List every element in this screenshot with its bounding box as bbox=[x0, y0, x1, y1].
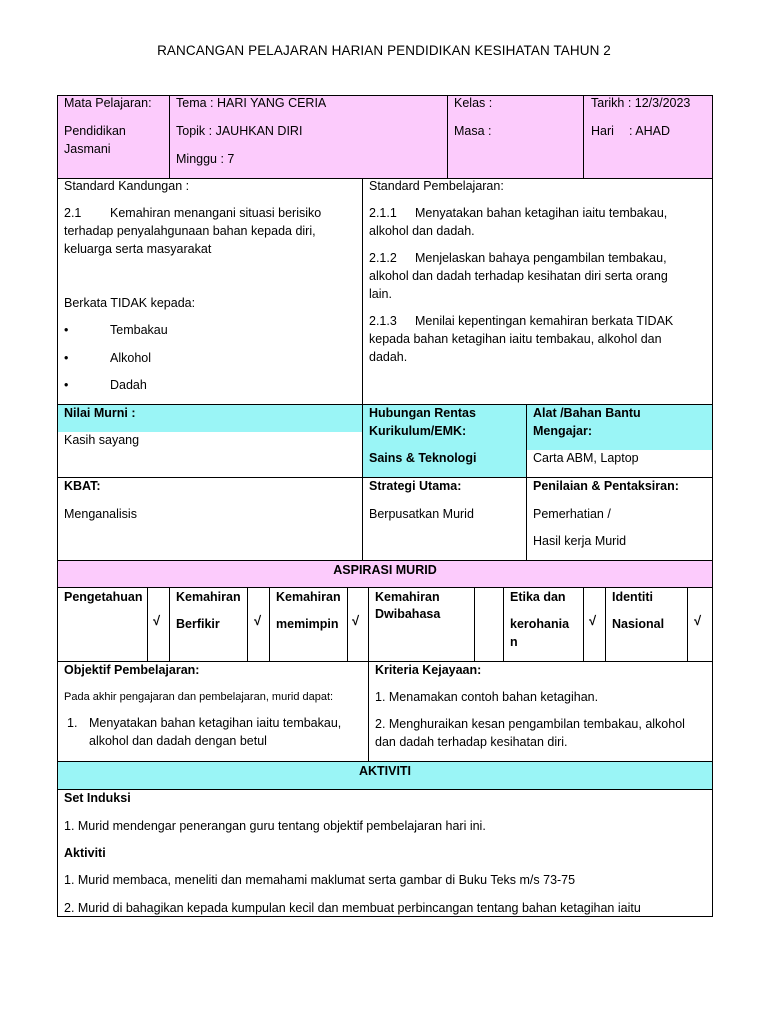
sp-number: 2.1.3 bbox=[369, 314, 397, 328]
sp-number: 2.1.1 bbox=[369, 206, 397, 220]
tarikh: Tarikh : 12/3/2023 bbox=[591, 96, 691, 110]
mata-pelajaran-value-2: Jasmani bbox=[64, 142, 111, 156]
hubungan-label-2: Kurikulum/EMK: bbox=[369, 424, 467, 438]
etika-label-3: n bbox=[510, 635, 518, 649]
list-item: Alkohol bbox=[110, 351, 151, 365]
sp-text: Menyatakan bahan ketagihan iaitu tembakau, bbox=[415, 206, 668, 220]
aktiviti-heading: AKTIVITI bbox=[358, 764, 412, 778]
sp-text: Menilai kepentingan kemahiran berkata TIDAK bbox=[415, 314, 674, 328]
sp-number: 2.1.2 bbox=[369, 251, 397, 265]
pengetahuan-label: Pengetahuan bbox=[64, 590, 143, 604]
nilai-murni-value: Kasih sayang bbox=[64, 433, 140, 447]
alat-bahan-label-2: Mengajar: bbox=[533, 424, 593, 438]
standard-pembelajaran-label: Standard Pembelajaran: bbox=[369, 179, 504, 193]
bullet-icon: • bbox=[64, 323, 69, 337]
berkata-tidak-label: Berkata TIDAK kepada: bbox=[64, 296, 196, 310]
bullet-icon: • bbox=[64, 351, 69, 365]
etika-label: Etika dan bbox=[510, 590, 566, 604]
objektif-intro: Pada akhir pengajaran dan pembelajaran, murid dapat: bbox=[64, 691, 334, 703]
kbat-label: KBAT: bbox=[64, 479, 101, 493]
list-item: Dadah bbox=[110, 378, 147, 392]
kelas: Kelas : bbox=[454, 96, 493, 110]
alat-bahan-label: Alat /Bahan Bantu bbox=[533, 406, 641, 420]
topik: Topik : JAUHKAN DIRI bbox=[176, 124, 303, 138]
kemahiran-memimpin-label-2: memimpin bbox=[276, 617, 339, 631]
check-icon: √ bbox=[352, 613, 360, 628]
kriteria-item: 2. Menghuraikan kesan pengambilan tembakau, alkohol bbox=[375, 717, 685, 731]
sp-text: Menjelaskan bahaya pengambilan tembakau, bbox=[415, 251, 667, 265]
hari-value: : AHAD bbox=[629, 124, 670, 138]
check-icon: √ bbox=[153, 613, 161, 628]
kriteria-item-2: dan dadah terhadap kesihatan diri. bbox=[375, 735, 568, 749]
aktiviti-step: 1. Murid membaca, meneliti dan memahami maklumat serta gambar di Buku Teks m/s 73-75 bbox=[64, 873, 576, 887]
sp-text: alkohol dan dadah terhadap kesihatan diri serta orang bbox=[369, 269, 668, 283]
sp-text: alkohol dan dadah. bbox=[369, 224, 475, 238]
set-induksi-text: 1. Murid mendengar penerangan guru tentang objektif pembelajaran hari ini. bbox=[64, 819, 486, 833]
objektif-number: 1. bbox=[67, 716, 78, 730]
sp-text: dadah. bbox=[369, 350, 408, 364]
penilaian-value-2: Hasil kerja Murid bbox=[533, 534, 627, 548]
aspirasi-heading: ASPIRASI MURID bbox=[333, 563, 437, 577]
etika-label-2: kerohania bbox=[510, 617, 570, 631]
kandungan-number: 2.1 bbox=[64, 206, 82, 220]
mata-pelajaran-label: Mata Pelajaran: bbox=[64, 96, 152, 110]
check-icon: √ bbox=[254, 613, 262, 628]
mata-pelajaran-value: Pendidikan bbox=[64, 124, 126, 138]
bullet-icon: • bbox=[64, 378, 69, 392]
hubungan-value: Sains & Teknologi bbox=[369, 451, 477, 465]
dwibahasa-label: Kemahiran bbox=[375, 590, 440, 604]
hari-label: Hari bbox=[591, 124, 614, 138]
kbat-value: Menganalisis bbox=[64, 507, 137, 521]
objektif-item-2: alkohol dan dadah dengan betul bbox=[89, 734, 267, 748]
minggu: Minggu : 7 bbox=[176, 152, 235, 166]
aktiviti-step: 2. Murid di bahagikan kepada kumpulan kecil dan membuat perbincangan tentang bahan ketagihan iaitu bbox=[64, 901, 641, 915]
kemahiran-memimpin-label: Kemahiran bbox=[276, 590, 341, 604]
check-icon: √ bbox=[589, 613, 597, 628]
objektif-label: Objektif Pembelajaran: bbox=[64, 663, 200, 677]
kriteria-item: 1. Menamakan contoh bahan ketagihan. bbox=[375, 690, 599, 704]
kemahiran-berfikir-label: Kemahiran bbox=[176, 590, 241, 604]
dwibahasa-label-2: Dwibahasa bbox=[375, 607, 441, 621]
hubungan-label: Hubungan Rentas bbox=[369, 406, 476, 420]
penilaian-label: Penilaian & Pentaksiran: bbox=[533, 479, 679, 493]
list-item: Tembakau bbox=[110, 323, 168, 337]
nilai-murni-label: Nilai Murni : bbox=[64, 406, 136, 420]
identiti-label: Identiti bbox=[612, 590, 653, 604]
identiti-label-2: Nasional bbox=[612, 617, 665, 631]
masa: Masa : bbox=[454, 124, 492, 138]
tema: Tema : HARI YANG CERIA bbox=[176, 96, 327, 110]
sp-text: lain. bbox=[369, 287, 392, 301]
aktiviti-row bbox=[57, 789, 713, 917]
alat-bahan-value: Carta ABM, Laptop bbox=[533, 451, 639, 465]
kriteria-label: Kriteria Kejayaan: bbox=[375, 663, 482, 677]
strategi-value: Berpusatkan Murid bbox=[369, 507, 474, 521]
sp-text: kepada bahan ketagihan iaitu tembakau, alkohol dan bbox=[369, 332, 662, 346]
kandungan-text-2: terhadap penyalahgunaan bahan kepada diri, bbox=[64, 224, 316, 238]
standard-kandungan-label: Standard Kandungan : bbox=[64, 179, 190, 193]
strategi-label: Strategi Utama: bbox=[369, 479, 462, 493]
kandungan-text-3: keluarga serta masyarakat bbox=[64, 242, 212, 256]
penilaian-value: Pemerhatian / bbox=[533, 507, 611, 521]
set-induksi-label: Set Induksi bbox=[64, 791, 131, 805]
kandungan-text: Kemahiran menangani situasi berisiko bbox=[110, 206, 322, 220]
aktiviti-label: Aktiviti bbox=[64, 846, 106, 860]
check-icon: √ bbox=[694, 613, 702, 628]
page-title: RANCANGAN PELAJARAN HARIAN PENDIDIKAN KESIHATAN TAHUN 2 bbox=[157, 43, 611, 58]
kemahiran-berfikir-label-2: Berfikir bbox=[176, 617, 220, 631]
objektif-item: Menyatakan bahan ketagihan iaitu tembakau, bbox=[89, 716, 342, 730]
